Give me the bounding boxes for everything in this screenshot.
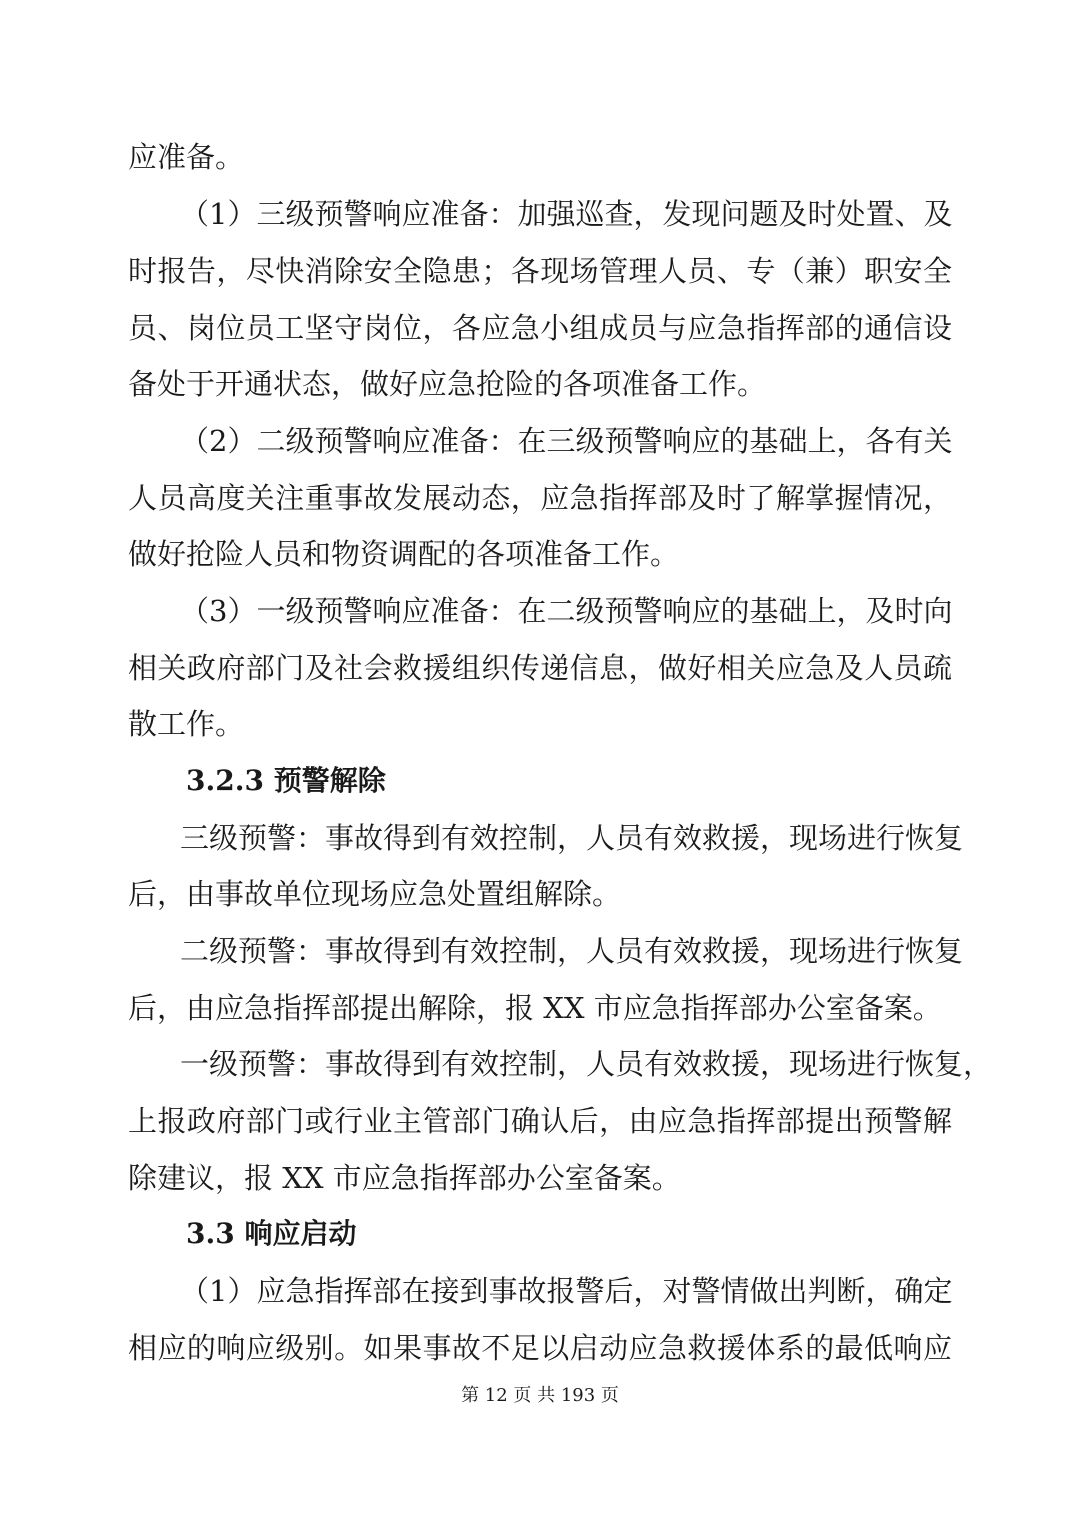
page-number-footer: 第 12 页 共 193 页 [461, 1385, 619, 1406]
body-text-line: 散工作。 [128, 707, 245, 741]
body-text-line: 后，由应急指挥部提出解除，报 XX 市应急指挥部办公室备案。 [128, 991, 942, 1025]
body-text-line: 上报政府部门或行业主管部门确认后，由应急指挥部提出预警解 [128, 1104, 952, 1138]
body-text-line: （1）三级预警响应准备：加强巡查，发现问题及时处置、及 [180, 197, 953, 231]
body-text-line: 二级预警：事故得到有效控制，人员有效救援，现场进行恢复 [180, 934, 964, 968]
body-text-line: 相关政府部门及社会救援组织传递信息，做好相关应急及人员疏 [128, 651, 952, 685]
section-heading: 3.2.3 预警解除 [186, 764, 386, 797]
body-text-line: 除建议，报 XX 市应急指挥部办公室备案。 [128, 1161, 681, 1195]
body-text-line: 人员高度关注重事故发展动态，应急指挥部及时了解掌握情况， [128, 481, 952, 515]
body-text-line: （3）一级预警响应准备：在二级预警响应的基础上，及时向 [180, 594, 953, 628]
body-text-line: 三级预警：事故得到有效控制，人员有效救援，现场进行恢复 [180, 821, 964, 855]
body-text-line: 后，由事故单位现场应急处置组解除。 [128, 877, 622, 911]
body-text-line: 应准备。 [128, 140, 245, 174]
body-text-line: 一级预警：事故得到有效控制，人员有效救援，现场进行恢复， [180, 1047, 993, 1081]
section-heading: 3.3 响应启动 [186, 1217, 357, 1250]
body-text-line: （1）应急指挥部在接到事故报警后，对警情做出判断，确定 [180, 1274, 953, 1308]
body-text-line: （2）二级预警响应准备：在三级预警响应的基础上，各有关 [180, 424, 953, 458]
body-text-line: 备处于开通状态，做好应急抢险的各项准备工作。 [128, 367, 767, 401]
body-text-line: 做好抢险人员和物资调配的各项准备工作。 [128, 537, 680, 571]
body-text-line: 相应的响应级别。如果事故不足以启动应急救援体系的最低响应 [128, 1331, 952, 1365]
body-text-line: 员、岗位员工坚守岗位，各应急小组成员与应急指挥部的通信设 [128, 311, 952, 345]
body-text-line: 时报告，尽快消除安全隐患；各现场管理人员、专（兼）职安全 [128, 254, 952, 288]
